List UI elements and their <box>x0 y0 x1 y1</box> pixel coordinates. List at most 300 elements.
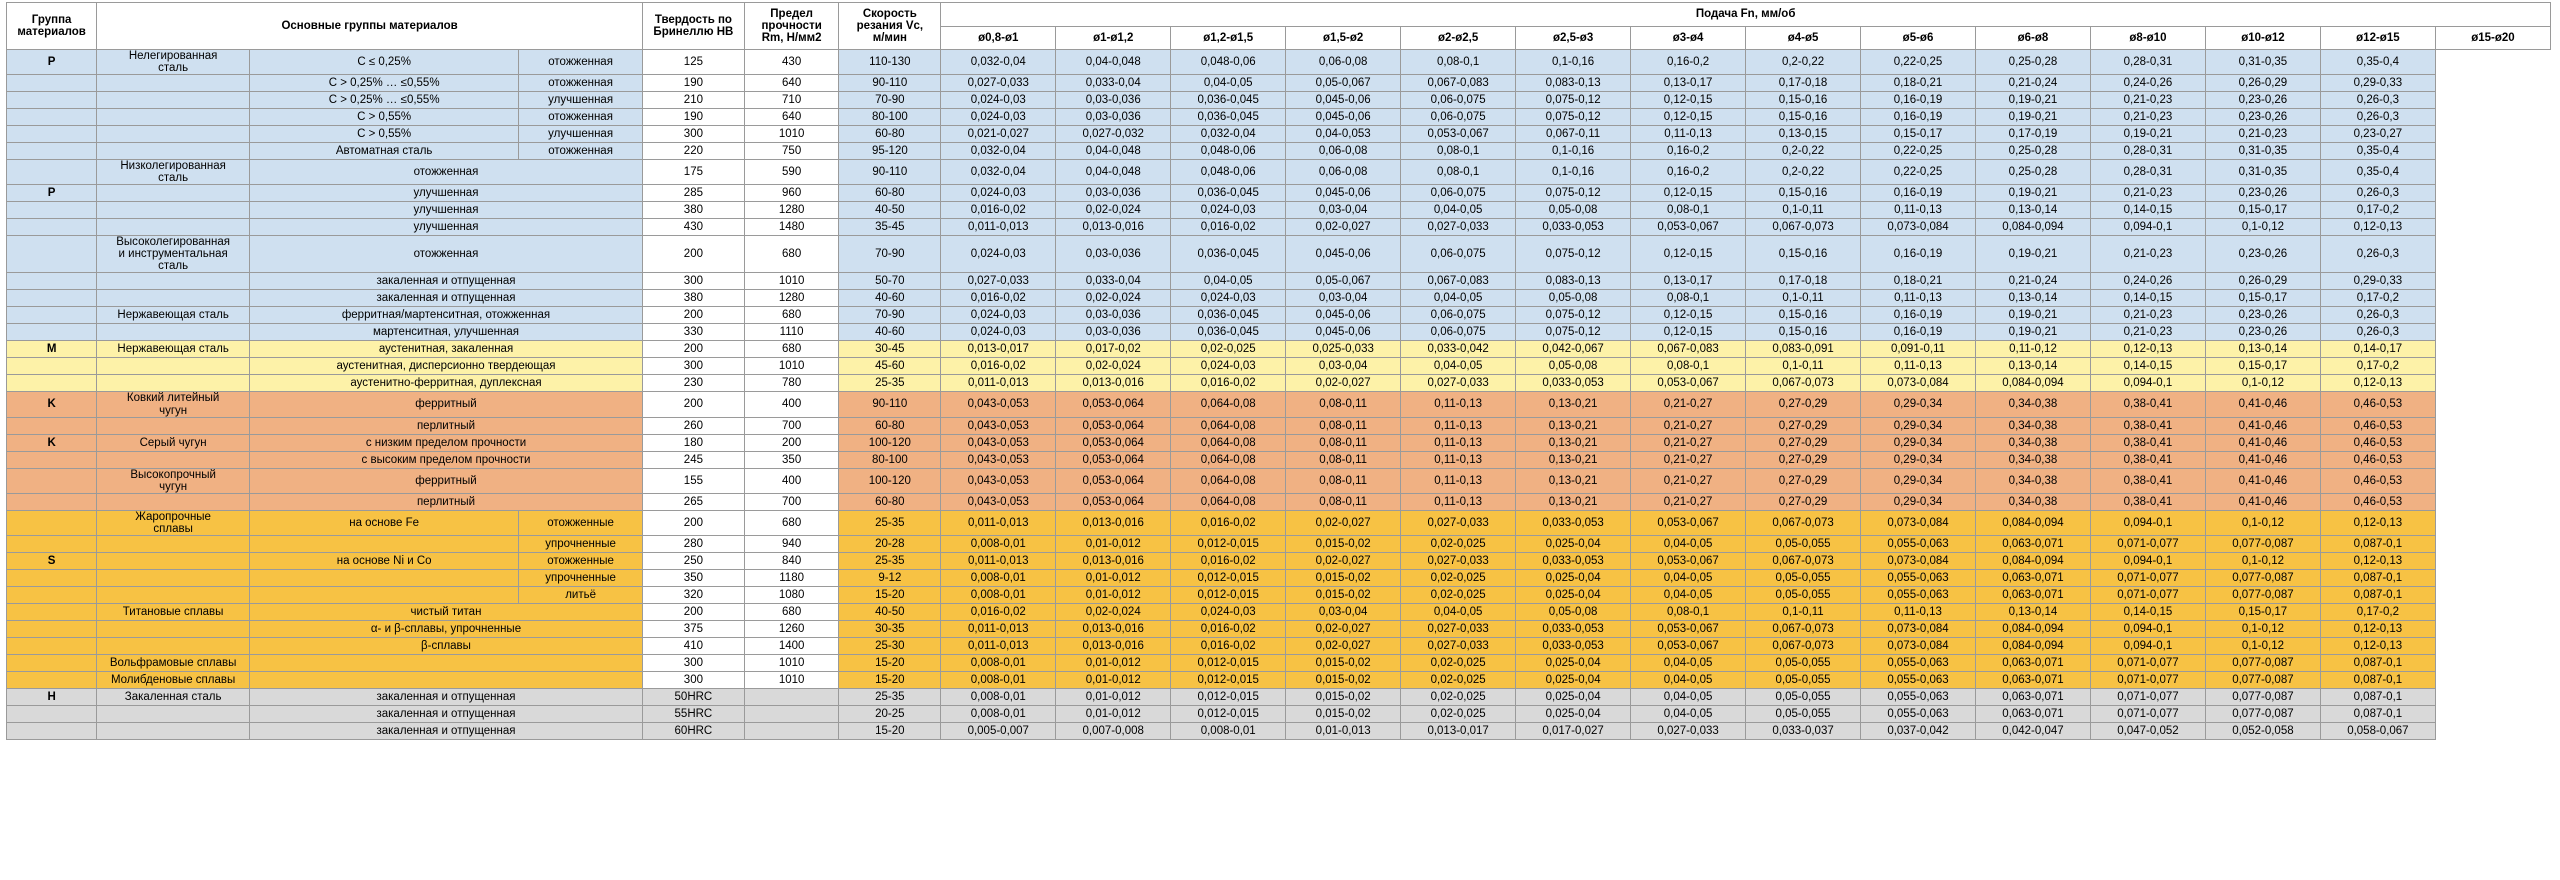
cell-feed-7: 0,04-0,05 <box>1631 535 1746 552</box>
cell-material-group <box>7 603 97 620</box>
cell-material-name <box>97 722 250 739</box>
table-row[interactable] <box>7 637 2551 654</box>
cell-feed-13: 0,087-0,1 <box>2320 569 2435 586</box>
cell-feed-9: 0,22-0,25 <box>1861 160 1976 185</box>
table-row[interactable] <box>7 569 2551 586</box>
cell-feed-10: 0,13-0,14 <box>1976 358 2091 375</box>
table-row[interactable] <box>7 92 2551 109</box>
cell-feed-4: 0,08-0,11 <box>1286 392 1401 417</box>
table-row[interactable] <box>7 417 2551 434</box>
table-row[interactable] <box>7 671 2551 688</box>
cell-feed-3: 0,04-0,05 <box>1171 273 1286 290</box>
table-row[interactable] <box>7 160 2551 185</box>
cell-hardness: 380 <box>642 290 744 307</box>
cell-feed-9: 0,11-0,13 <box>1861 603 1976 620</box>
cell-feed-11: 0,19-0,21 <box>2090 126 2205 143</box>
cell-feed-5: 0,11-0,13 <box>1401 493 1516 510</box>
cell-feed-13: 0,46-0,53 <box>2320 434 2435 451</box>
cell-feed-13: 0,12-0,13 <box>2320 510 2435 535</box>
header-strength-line3: Rm, Н/мм2 <box>761 32 822 45</box>
cell-cutting-speed: 60-80 <box>839 417 941 434</box>
table-row[interactable] <box>7 468 2551 493</box>
cell-feed-4: 0,08-0,11 <box>1286 493 1401 510</box>
table-row[interactable] <box>7 392 2551 417</box>
cell-strength: 430 <box>744 50 839 75</box>
cell-material-subtype: на основе Ni и Co <box>250 552 519 569</box>
cell-feed-2: 0,02-0,024 <box>1056 202 1171 219</box>
cell-feed-10: 0,19-0,21 <box>1976 307 2091 324</box>
header-speed <box>839 3 941 50</box>
cell-feed-1: 0,032-0,04 <box>941 160 1056 185</box>
cell-feed-9: 0,16-0,19 <box>1861 236 1976 273</box>
table-row[interactable] <box>7 143 2551 160</box>
cell-feed-7: 0,12-0,15 <box>1631 92 1746 109</box>
cell-feed-5: 0,02-0,025 <box>1401 705 1516 722</box>
cell-feed-8: 0,05-0,055 <box>1746 705 1861 722</box>
cell-feed-9: 0,29-0,34 <box>1861 392 1976 417</box>
table-row[interactable] <box>7 510 2551 535</box>
cell-feed-4: 0,02-0,027 <box>1286 552 1401 569</box>
cell-feed-9: 0,091-0,11 <box>1861 341 1976 358</box>
cell-cutting-speed: 70-90 <box>839 92 941 109</box>
cell-feed-2: 0,053-0,064 <box>1056 493 1171 510</box>
cell-hardness: 200 <box>642 307 744 324</box>
cell-feed-6: 0,075-0,12 <box>1516 324 1631 341</box>
cell-feed-7: 0,053-0,067 <box>1631 375 1746 392</box>
cell-feed-8: 0,05-0,055 <box>1746 569 1861 586</box>
cell-feed-13: 0,087-0,1 <box>2320 671 2435 688</box>
cell-strength: 840 <box>744 552 839 569</box>
header-feed-col-9: ø5-ø6 <box>1861 26 1976 50</box>
cell-feed-1: 0,008-0,01 <box>941 569 1056 586</box>
cell-feed-8: 0,05-0,055 <box>1746 688 1861 705</box>
cell-feed-3: 0,064-0,08 <box>1171 392 1286 417</box>
cell-hardness: 300 <box>642 358 744 375</box>
cell-feed-5: 0,02-0,025 <box>1401 671 1516 688</box>
cell-feed-7: 0,11-0,13 <box>1631 126 1746 143</box>
cell-material-condition: отожженные <box>519 510 643 535</box>
cell-feed-10: 0,084-0,094 <box>1976 637 2091 654</box>
cell-feed-8: 0,05-0,055 <box>1746 586 1861 603</box>
cell-strength: 940 <box>744 535 839 552</box>
table-row[interactable] <box>7 358 2551 375</box>
cell-feed-7: 0,13-0,17 <box>1631 75 1746 92</box>
header-feed-col-2: ø1-ø1,2 <box>1056 26 1171 50</box>
cell-feed-6: 0,075-0,12 <box>1516 307 1631 324</box>
cell-material-name <box>97 92 250 109</box>
cell-feed-5: 0,027-0,033 <box>1401 620 1516 637</box>
cell-strength: 400 <box>744 392 839 417</box>
cell-feed-2: 0,01-0,012 <box>1056 671 1171 688</box>
table-row[interactable] <box>7 552 2551 569</box>
table-row[interactable] <box>7 341 2551 358</box>
table-row[interactable] <box>7 273 2551 290</box>
table-row[interactable] <box>7 535 2551 552</box>
table-row[interactable] <box>7 50 2551 75</box>
cell-feed-12: 0,1-0,12 <box>2205 620 2320 637</box>
cell-material-subtype: ферритный <box>250 392 643 417</box>
cell-feed-6: 0,13-0,21 <box>1516 451 1631 468</box>
cell-material-group <box>7 324 97 341</box>
cell-material-name <box>97 75 250 92</box>
cell-feed-11: 0,24-0,26 <box>2090 273 2205 290</box>
cell-feed-13: 0,29-0,33 <box>2320 273 2435 290</box>
cell-strength: 1180 <box>744 569 839 586</box>
cell-feed-12: 0,1-0,12 <box>2205 637 2320 654</box>
table-row[interactable] <box>7 236 2551 273</box>
cell-feed-2: 0,03-0,036 <box>1056 185 1171 202</box>
cell-feed-8: 0,2-0,22 <box>1746 50 1861 75</box>
cell-strength: 700 <box>744 493 839 510</box>
cell-material-name <box>97 569 250 586</box>
cell-hardness: 230 <box>642 375 744 392</box>
cell-feed-7: 0,04-0,05 <box>1631 688 1746 705</box>
cell-feed-10: 0,063-0,071 <box>1976 569 2091 586</box>
cell-feed-2: 0,053-0,064 <box>1056 434 1171 451</box>
cell-hardness: 210 <box>642 92 744 109</box>
cell-feed-11: 0,071-0,077 <box>2090 705 2205 722</box>
cell-feed-6: 0,025-0,04 <box>1516 535 1631 552</box>
cell-hardness: 300 <box>642 126 744 143</box>
cell-material-group: P <box>7 185 97 202</box>
table-row[interactable] <box>7 324 2551 341</box>
cell-feed-11: 0,14-0,15 <box>2090 290 2205 307</box>
cell-feed-3: 0,02-0,025 <box>1171 341 1286 358</box>
cell-feed-8: 0,27-0,29 <box>1746 451 1861 468</box>
cell-feed-1: 0,011-0,013 <box>941 552 1056 569</box>
cell-feed-2: 0,03-0,036 <box>1056 324 1171 341</box>
cell-material-name <box>97 109 250 126</box>
cell-feed-4: 0,05-0,067 <box>1286 273 1401 290</box>
cell-feed-12: 0,077-0,087 <box>2205 671 2320 688</box>
table-row[interactable] <box>7 451 2551 468</box>
cell-feed-6: 0,033-0,053 <box>1516 375 1631 392</box>
cell-feed-10: 0,19-0,21 <box>1976 324 2091 341</box>
table-row[interactable] <box>7 185 2551 202</box>
cell-cutting-speed: 25-35 <box>839 552 941 569</box>
cell-material-condition: упрочненные <box>519 569 643 586</box>
cell-feed-8: 0,27-0,29 <box>1746 468 1861 493</box>
cell-material-group: S <box>7 552 97 569</box>
cell-material-name: Низколегированная сталь <box>97 160 250 185</box>
cell-feed-2: 0,03-0,036 <box>1056 236 1171 273</box>
table-row[interactable] <box>7 493 2551 510</box>
cell-feed-11: 0,14-0,15 <box>2090 358 2205 375</box>
cell-feed-13: 0,35-0,4 <box>2320 160 2435 185</box>
cell-feed-5: 0,027-0,033 <box>1401 510 1516 535</box>
header-feed-col-5: ø2-ø2,5 <box>1401 26 1516 50</box>
cell-feed-13: 0,23-0,27 <box>2320 126 2435 143</box>
cell-material-group <box>7 722 97 739</box>
cell-feed-2: 0,03-0,036 <box>1056 92 1171 109</box>
cell-feed-2: 0,01-0,012 <box>1056 705 1171 722</box>
cell-feed-9: 0,073-0,084 <box>1861 510 1976 535</box>
table-row[interactable] <box>7 688 2551 705</box>
cell-material-group <box>7 109 97 126</box>
cell-feed-5: 0,02-0,025 <box>1401 535 1516 552</box>
cell-feed-10: 0,19-0,21 <box>1976 185 2091 202</box>
cell-feed-10: 0,063-0,071 <box>1976 654 2091 671</box>
cell-material-group <box>7 451 97 468</box>
cell-feed-8: 0,1-0,11 <box>1746 603 1861 620</box>
cell-feed-9: 0,15-0,17 <box>1861 126 1976 143</box>
cell-feed-8: 0,1-0,11 <box>1746 202 1861 219</box>
cell-material-name <box>97 290 250 307</box>
cell-feed-6: 0,075-0,12 <box>1516 109 1631 126</box>
cell-feed-5: 0,11-0,13 <box>1401 451 1516 468</box>
cell-cutting-speed: 40-60 <box>839 290 941 307</box>
cell-feed-8: 0,2-0,22 <box>1746 160 1861 185</box>
cell-feed-13: 0,35-0,4 <box>2320 50 2435 75</box>
cell-feed-13: 0,46-0,53 <box>2320 451 2435 468</box>
cell-feed-11: 0,24-0,26 <box>2090 75 2205 92</box>
cell-feed-7: 0,04-0,05 <box>1631 671 1746 688</box>
cell-feed-11: 0,38-0,41 <box>2090 417 2205 434</box>
cell-feed-1: 0,008-0,01 <box>941 688 1056 705</box>
cell-feed-13: 0,26-0,3 <box>2320 185 2435 202</box>
cell-feed-4: 0,06-0,08 <box>1286 50 1401 75</box>
cell-material-group <box>7 671 97 688</box>
cell-feed-9: 0,11-0,13 <box>1861 358 1976 375</box>
cell-hardness: 250 <box>642 552 744 569</box>
cell-cutting-speed: 30-45 <box>839 341 941 358</box>
table-row[interactable] <box>7 126 2551 143</box>
cell-material-subtype: закаленная и отпущенная <box>250 688 643 705</box>
cell-feed-5: 0,033-0,042 <box>1401 341 1516 358</box>
cell-feed-8: 0,27-0,29 <box>1746 392 1861 417</box>
cell-feed-11: 0,38-0,41 <box>2090 468 2205 493</box>
cell-material-subtype <box>250 569 519 586</box>
cell-feed-12: 0,41-0,46 <box>2205 392 2320 417</box>
cell-material-subtype: C > 0,55% <box>250 126 519 143</box>
cell-feed-4: 0,02-0,027 <box>1286 219 1401 236</box>
cell-feed-6: 0,025-0,04 <box>1516 688 1631 705</box>
cell-feed-6: 0,13-0,21 <box>1516 434 1631 451</box>
cell-feed-2: 0,01-0,012 <box>1056 688 1171 705</box>
cell-feed-13: 0,087-0,1 <box>2320 654 2435 671</box>
cell-feed-12: 0,15-0,17 <box>2205 202 2320 219</box>
cell-feed-9: 0,055-0,063 <box>1861 705 1976 722</box>
cell-cutting-speed: 30-35 <box>839 620 941 637</box>
cell-cutting-speed: 80-100 <box>839 451 941 468</box>
table-row[interactable] <box>7 603 2551 620</box>
cell-feed-9: 0,18-0,21 <box>1861 75 1976 92</box>
cell-material-group <box>7 160 97 185</box>
cell-feed-3: 0,012-0,015 <box>1171 671 1286 688</box>
cell-material-group <box>7 586 97 603</box>
cell-feed-7: 0,053-0,067 <box>1631 510 1746 535</box>
cell-feed-11: 0,28-0,31 <box>2090 143 2205 160</box>
cell-feed-5: 0,02-0,025 <box>1401 654 1516 671</box>
cell-feed-4: 0,025-0,033 <box>1286 341 1401 358</box>
cell-feed-8: 0,13-0,15 <box>1746 126 1861 143</box>
cell-feed-9: 0,29-0,34 <box>1861 417 1976 434</box>
cell-feed-7: 0,08-0,1 <box>1631 290 1746 307</box>
cell-feed-13: 0,12-0,13 <box>2320 620 2435 637</box>
cell-feed-6: 0,033-0,053 <box>1516 552 1631 569</box>
cell-feed-4: 0,045-0,06 <box>1286 92 1401 109</box>
cell-feed-5: 0,04-0,05 <box>1401 603 1516 620</box>
cell-feed-8: 0,15-0,16 <box>1746 185 1861 202</box>
cell-material-group <box>7 569 97 586</box>
cell-feed-9: 0,29-0,34 <box>1861 468 1976 493</box>
cell-strength: 700 <box>744 417 839 434</box>
table-row[interactable] <box>7 290 2551 307</box>
cell-feed-10: 0,34-0,38 <box>1976 451 2091 468</box>
cell-feed-7: 0,16-0,2 <box>1631 160 1746 185</box>
cell-feed-1: 0,008-0,01 <box>941 586 1056 603</box>
cell-feed-4: 0,08-0,11 <box>1286 417 1401 434</box>
cell-feed-3: 0,016-0,02 <box>1171 637 1286 654</box>
cell-feed-7: 0,053-0,067 <box>1631 219 1746 236</box>
cell-feed-3: 0,012-0,015 <box>1171 654 1286 671</box>
cell-feed-6: 0,075-0,12 <box>1516 185 1631 202</box>
header-speed-line1: Скорость <box>862 7 917 20</box>
cell-feed-4: 0,06-0,08 <box>1286 160 1401 185</box>
table-row[interactable] <box>7 705 2551 722</box>
cell-feed-2: 0,013-0,016 <box>1056 375 1171 392</box>
table-row[interactable] <box>7 307 2551 324</box>
cell-feed-12: 0,23-0,26 <box>2205 185 2320 202</box>
cell-feed-3: 0,048-0,06 <box>1171 143 1286 160</box>
cell-strength: 750 <box>744 143 839 160</box>
cell-feed-6: 0,025-0,04 <box>1516 654 1631 671</box>
cell-feed-13: 0,26-0,3 <box>2320 109 2435 126</box>
cell-feed-11: 0,094-0,1 <box>2090 620 2205 637</box>
cell-feed-5: 0,04-0,05 <box>1401 290 1516 307</box>
cell-material-group <box>7 219 97 236</box>
table-row[interactable] <box>7 109 2551 126</box>
cell-cutting-speed: 15-20 <box>839 671 941 688</box>
cell-feed-1: 0,032-0,04 <box>941 50 1056 75</box>
cell-feed-11: 0,047-0,052 <box>2090 722 2205 739</box>
cell-material-group <box>7 637 97 654</box>
cell-feed-5: 0,06-0,075 <box>1401 324 1516 341</box>
cell-material-group <box>7 510 97 535</box>
cell-feed-8: 0,067-0,073 <box>1746 552 1861 569</box>
cell-feed-2: 0,013-0,016 <box>1056 637 1171 654</box>
cell-feed-5: 0,027-0,033 <box>1401 552 1516 569</box>
cell-strength: 780 <box>744 375 839 392</box>
cell-feed-8: 0,05-0,055 <box>1746 535 1861 552</box>
cell-feed-2: 0,053-0,064 <box>1056 451 1171 468</box>
cell-feed-1: 0,005-0,007 <box>941 722 1056 739</box>
cell-feed-7: 0,12-0,15 <box>1631 307 1746 324</box>
table-row[interactable] <box>7 722 2551 739</box>
cell-cutting-speed: 50-70 <box>839 273 941 290</box>
cell-feed-13: 0,058-0,067 <box>2320 722 2435 739</box>
cell-feed-10: 0,34-0,38 <box>1976 493 2091 510</box>
cell-feed-2: 0,013-0,016 <box>1056 219 1171 236</box>
cell-feed-9: 0,073-0,084 <box>1861 219 1976 236</box>
cell-feed-1: 0,008-0,01 <box>941 535 1056 552</box>
cell-material-condition: литьё <box>519 586 643 603</box>
cell-feed-2: 0,033-0,04 <box>1056 273 1171 290</box>
header-feed-col-13: ø12-ø15 <box>2320 26 2435 50</box>
header-group-materials <box>7 3 97 50</box>
cell-feed-2: 0,02-0,024 <box>1056 358 1171 375</box>
cell-material-subtype: Автоматная сталь <box>250 143 519 160</box>
cell-material-subtype: аустенитная, дисперсионно твердеющая <box>250 358 643 375</box>
cell-cutting-speed: 100-120 <box>839 468 941 493</box>
table-row[interactable] <box>7 586 2551 603</box>
cell-strength: 1280 <box>744 202 839 219</box>
cell-material-subtype: перлитный <box>250 493 643 510</box>
cell-feed-6: 0,1-0,16 <box>1516 143 1631 160</box>
table-row[interactable] <box>7 202 2551 219</box>
cell-feed-5: 0,02-0,025 <box>1401 569 1516 586</box>
cell-material-condition: отожженная <box>519 75 643 92</box>
cell-material-name: Жаропрочные сплавы <box>97 510 250 535</box>
cell-strength: 640 <box>744 75 839 92</box>
cell-feed-4: 0,08-0,11 <box>1286 434 1401 451</box>
cell-feed-10: 0,084-0,094 <box>1976 552 2091 569</box>
cell-feed-7: 0,027-0,033 <box>1631 722 1746 739</box>
cell-material-name <box>97 493 250 510</box>
table-row[interactable] <box>7 620 2551 637</box>
cell-feed-8: 0,067-0,073 <box>1746 510 1861 535</box>
cell-feed-2: 0,04-0,048 <box>1056 50 1171 75</box>
header-feed-col-7: ø3-ø4 <box>1631 26 1746 50</box>
cell-feed-9: 0,22-0,25 <box>1861 143 1976 160</box>
table-row[interactable] <box>7 75 2551 92</box>
cell-feed-12: 0,13-0,14 <box>2205 341 2320 358</box>
cell-feed-3: 0,024-0,03 <box>1171 603 1286 620</box>
cell-feed-8: 0,033-0,037 <box>1746 722 1861 739</box>
cell-feed-11: 0,21-0,23 <box>2090 324 2205 341</box>
cell-material-name: Нержавеющая сталь <box>97 307 250 324</box>
cell-feed-8: 0,2-0,22 <box>1746 143 1861 160</box>
cell-feed-1: 0,013-0,017 <box>941 341 1056 358</box>
table-row[interactable] <box>7 219 2551 236</box>
cell-feed-2: 0,01-0,012 <box>1056 569 1171 586</box>
cell-feed-6: 0,033-0,053 <box>1516 620 1631 637</box>
cell-strength: 200 <box>744 434 839 451</box>
cell-feed-6: 0,05-0,08 <box>1516 358 1631 375</box>
cell-material-group <box>7 202 97 219</box>
cell-material-subtype: закаленная и отпущенная <box>250 722 643 739</box>
header-feed-col-6: ø2,5-ø3 <box>1516 26 1631 50</box>
cell-feed-10: 0,063-0,071 <box>1976 535 2091 552</box>
cell-hardness: 260 <box>642 417 744 434</box>
cell-cutting-speed: 90-110 <box>839 160 941 185</box>
table-row[interactable] <box>7 375 2551 392</box>
cell-material-group <box>7 75 97 92</box>
cell-feed-6: 0,025-0,04 <box>1516 586 1631 603</box>
cell-feed-13: 0,087-0,1 <box>2320 535 2435 552</box>
header-feed-col-1: ø0,8-ø1 <box>941 26 1056 50</box>
cell-feed-10: 0,25-0,28 <box>1976 160 2091 185</box>
table-row[interactable] <box>7 434 2551 451</box>
cell-material-name: Нелегированная сталь <box>97 50 250 75</box>
cell-feed-9: 0,073-0,084 <box>1861 620 1976 637</box>
cell-material-subtype: ферритная/мартенситная, отожженная <box>250 307 643 324</box>
cell-feed-12: 0,15-0,17 <box>2205 290 2320 307</box>
cell-material-group: M <box>7 341 97 358</box>
cell-feed-9: 0,055-0,063 <box>1861 535 1976 552</box>
cell-feed-11: 0,071-0,077 <box>2090 671 2205 688</box>
header-hardness <box>642 3 744 50</box>
cell-feed-12: 0,077-0,087 <box>2205 535 2320 552</box>
cell-feed-3: 0,064-0,08 <box>1171 493 1286 510</box>
table-row[interactable] <box>7 654 2551 671</box>
cell-material-subtype: аустенитно-ферритная, дуплексная <box>250 375 643 392</box>
cell-material-name <box>97 637 250 654</box>
cell-feed-4: 0,015-0,02 <box>1286 671 1401 688</box>
cell-material-subtype: C ≤ 0,25% <box>250 50 519 75</box>
header-feed-col-4: ø1,5-ø2 <box>1286 26 1401 50</box>
cell-feed-3: 0,036-0,045 <box>1171 185 1286 202</box>
